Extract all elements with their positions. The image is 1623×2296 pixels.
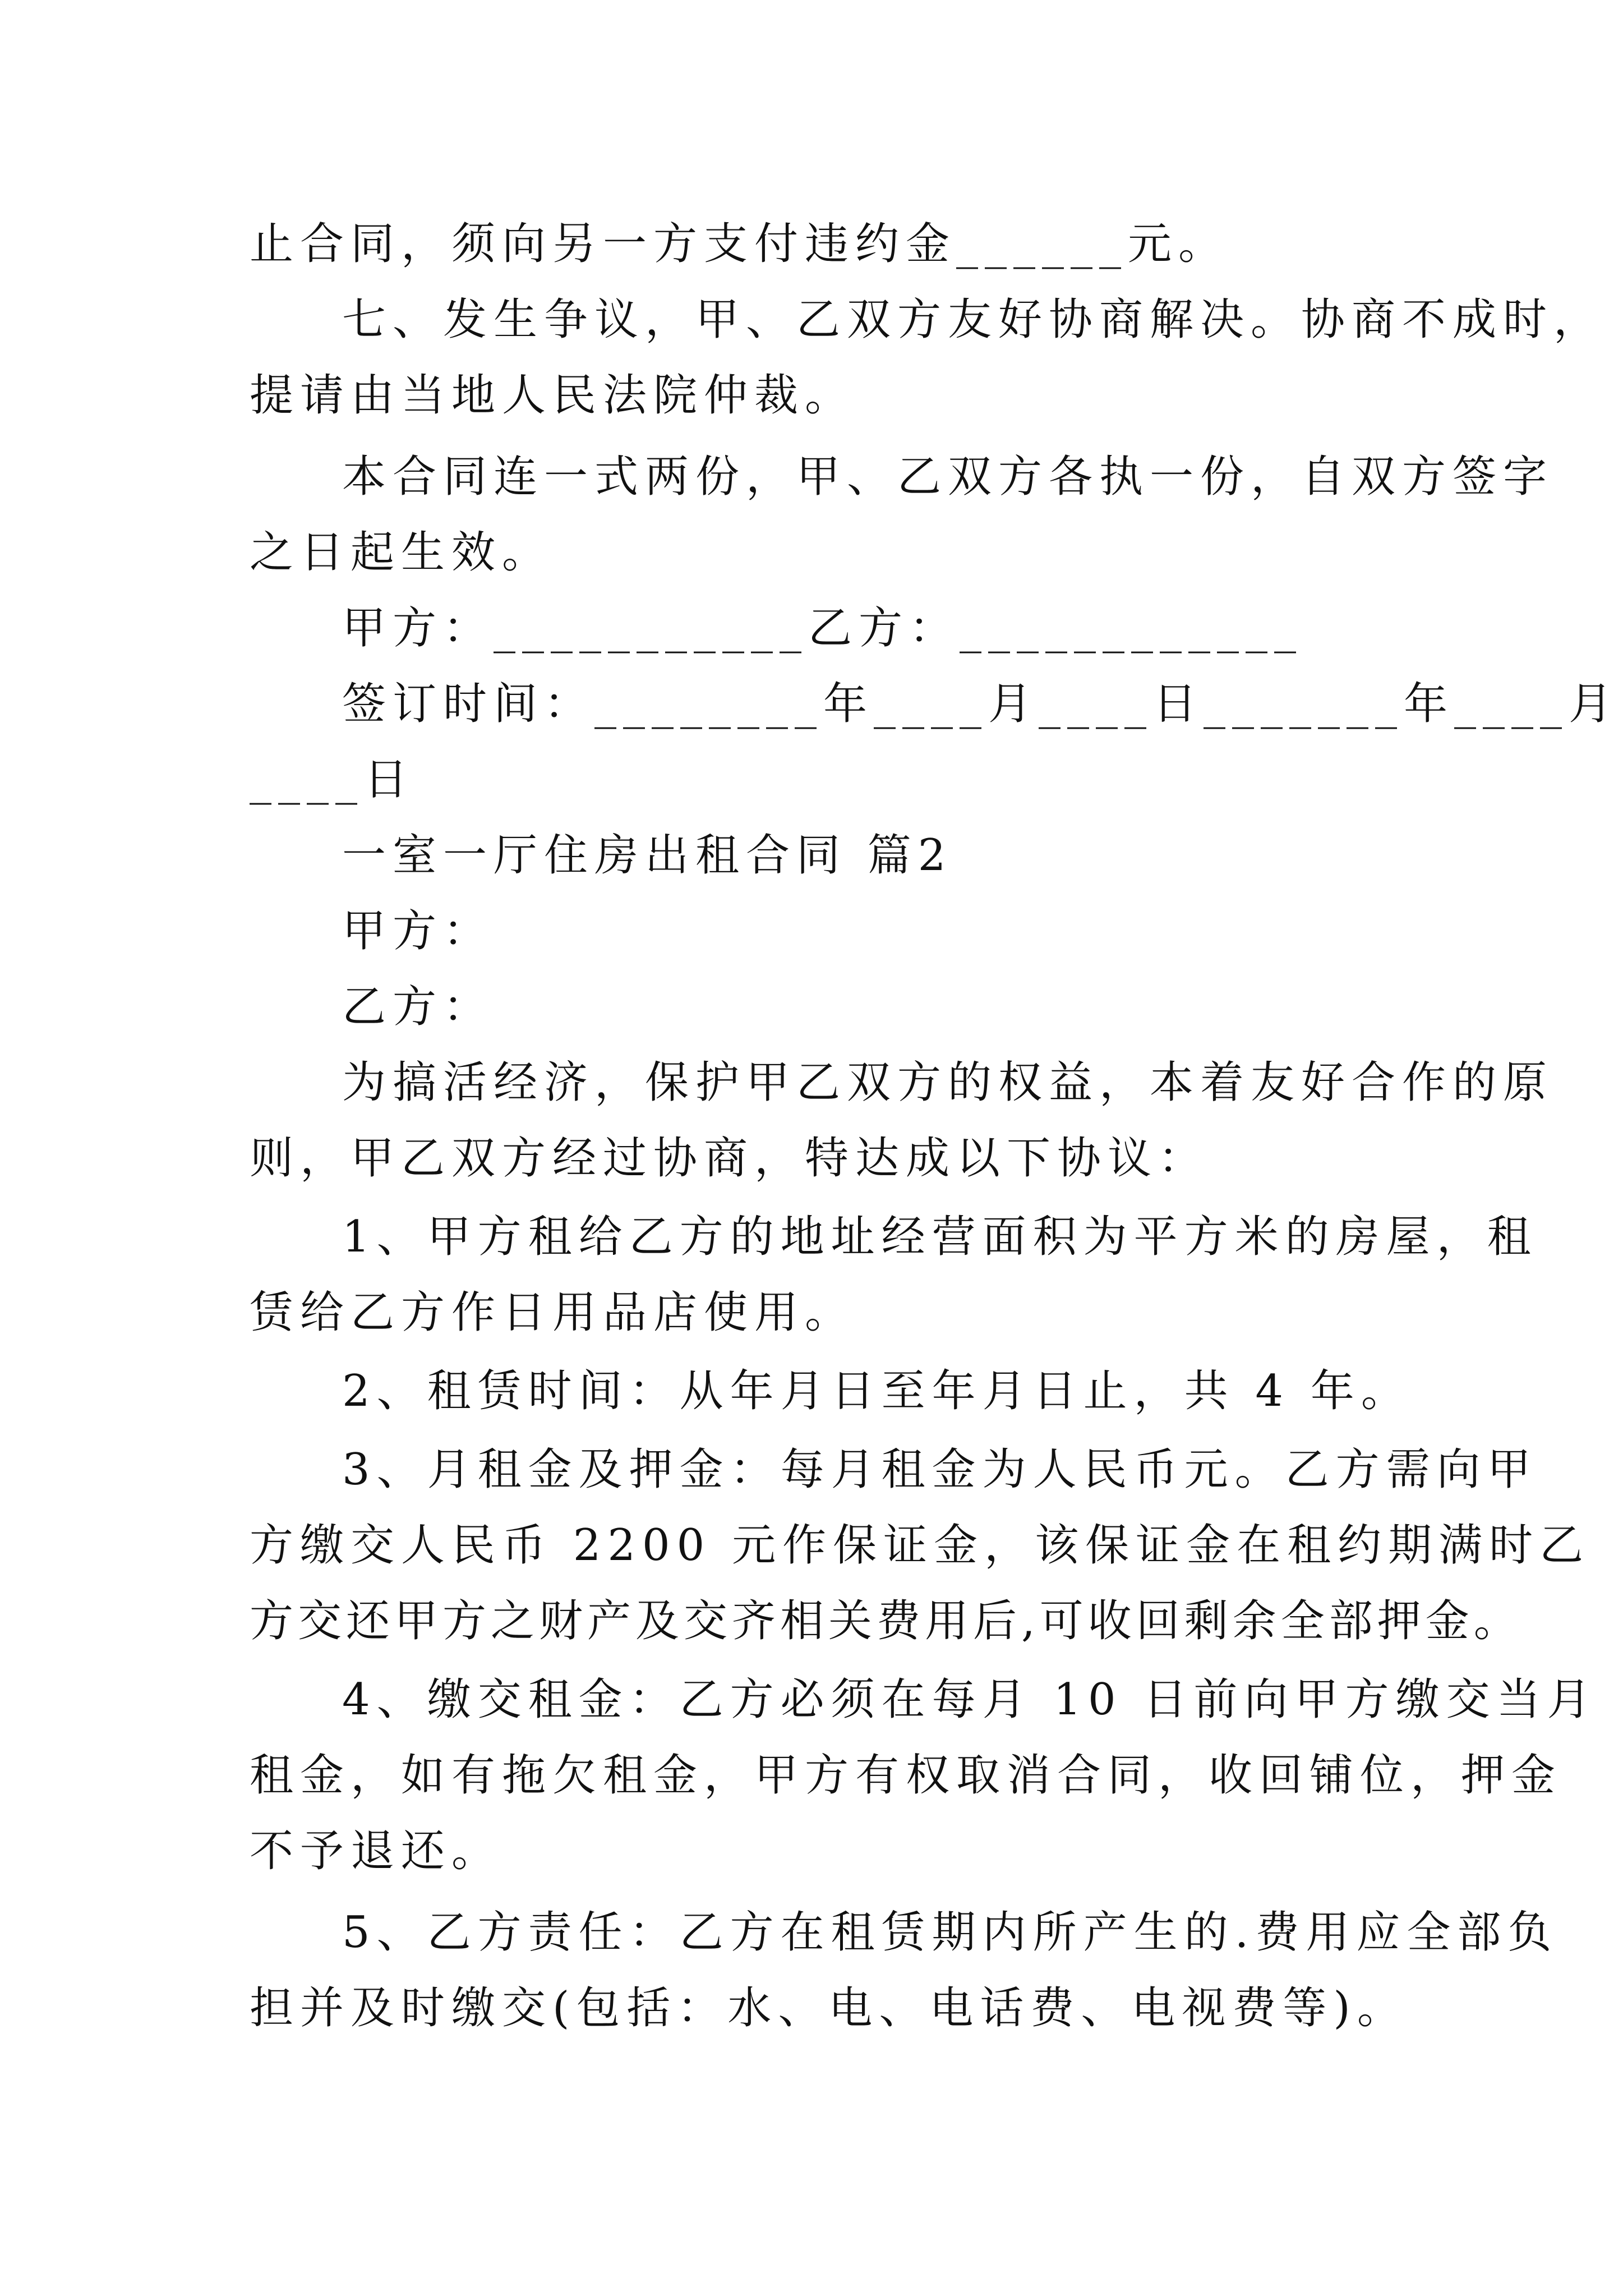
section-heading: 一室一厅住房出租合同 篇2 <box>342 830 953 881</box>
text-line-clause-3-cont-2: 方交还甲方之财产及交齐相关费用后,可收回剩余全部押金。 <box>250 1596 1522 1646</box>
text-line-clause-3: 3、月租金及押金：每月租金为人民币元。乙方需向甲 <box>342 1444 1538 1495</box>
text-line-clause-4: 4、缴交租金：乙方必须在每月 10 日前向甲方缴交当月 <box>342 1674 1598 1725</box>
text-line-sign-date: 签订时间：________年____月____日_______年____月 <box>342 679 1620 729</box>
text-line-clause-4-cont: 租金，如有拖欠租金，甲方有权取消合同，收回铺位，押金 <box>250 1750 1562 1801</box>
text-line-clause-2: 2、租赁时间：从年月日至年月日止，共 4 年。 <box>342 1366 1412 1416</box>
text-line-penalty-clause: 止合同，须向另一方支付违约金______元。 <box>250 219 1229 269</box>
text-line-clause-1: 1、甲方租给乙方的地址经营面积为平方米的房屋，租 <box>342 1212 1538 1262</box>
text-line-party-b: 乙方： <box>342 982 494 1032</box>
text-line-clause-5-cont: 担并及时缴交(包括：水、电、电话费、电视费等)。 <box>250 1983 1408 2033</box>
text-line-clause-5: 5、乙方责任：乙方在租赁期内所产生的.费用应全部负 <box>342 1907 1559 1958</box>
text-line-copies-clause: 本合同连一式两份，甲、乙双方各执一份，自双方签字 <box>342 452 1554 502</box>
text-line-sign-date-cont: ____日 <box>250 754 415 805</box>
text-line-clause-4-cont-2: 不予退还。 <box>250 1826 502 1876</box>
text-line-party-a: 甲方： <box>342 906 494 956</box>
text-line-arbitration: 提请由当地人民法院仲裁。 <box>250 370 856 421</box>
text-line-party-signatures: 甲方：___________乙方：____________ <box>342 603 1303 654</box>
text-line-effective: 之日起生效。 <box>250 527 553 578</box>
text-line-preamble: 为搞活经济，保护甲乙双方的权益，本着友好合作的原 <box>342 1057 1554 1108</box>
text-line-clause-1-cont: 赁给乙方作日用品店使用。 <box>250 1287 856 1338</box>
text-line-dispute-clause: 七、发生争议，甲、乙双方友好协商解决。协商不成时， <box>342 295 1604 345</box>
text-line-clause-3-cont: 方缴交人民币 2200 元作保证金，该保证金在租约期满时乙 <box>250 1520 1590 1571</box>
text-line-preamble-cont: 则，甲乙双方经过协商，特达成以下协议： <box>250 1133 1209 1184</box>
